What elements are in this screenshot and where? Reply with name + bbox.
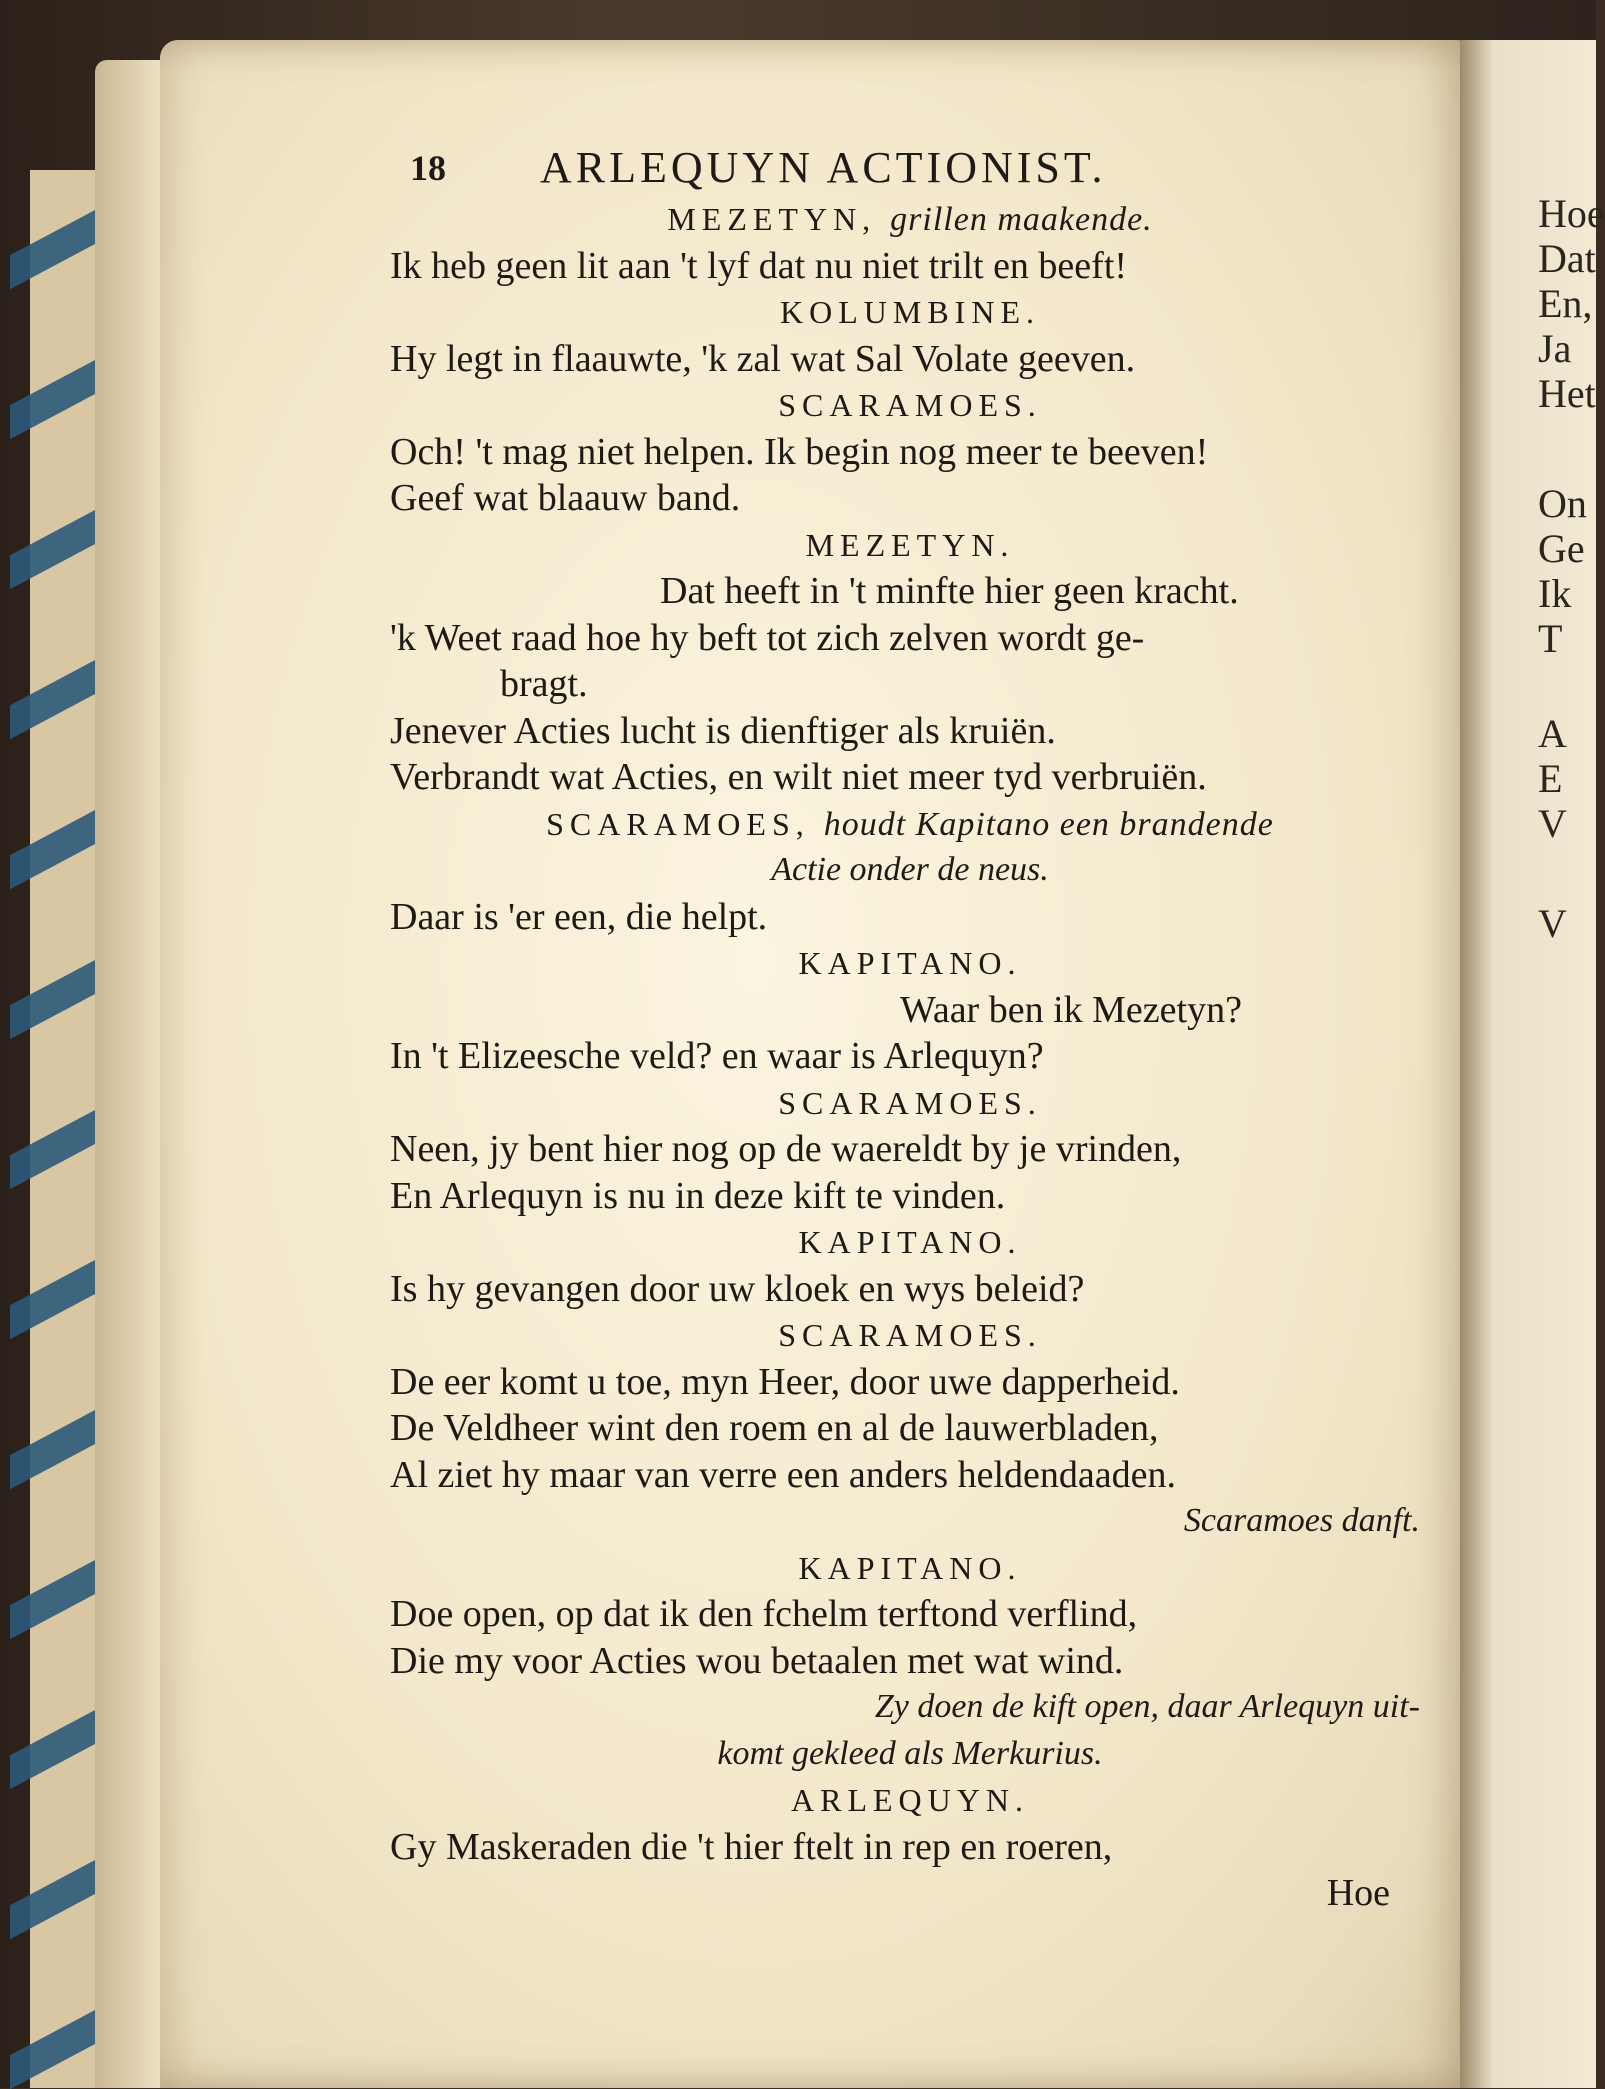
verse-line: Och! 't mag niet helpen. Ik begin nog meer te beeven! [390,430,1209,473]
speaker-name: KAPITANO. [798,1224,1022,1260]
catchword: Hoe [1326,1872,1390,1914]
verse-line: In 't Elizeesche veld? en waar is Arlequyn? [390,1035,1044,1077]
facing-page-fragment: V [1538,801,1567,846]
facing-page-fragment: Ik [1538,571,1572,616]
page-number: 18 [410,148,446,188]
stage-direction: komt gekleed als Merkurius. [717,1734,1103,1772]
text-lines [390,196,1430,1917]
facing-page-fragment: Dat [1538,236,1596,281]
verse-line: Dat heeft in 't minfte hier geen kracht. [660,570,1239,612]
stage-direction: Actie onder de neus. [771,851,1049,888]
facing-page-fragment: Ja [1538,326,1572,371]
speaker-name: KAPITANO. [798,1549,1022,1586]
speaker-heading [390,1219,1430,1266]
verse-line: De eer komt u toe, myn Heer, door uwe dapperheid. [390,1360,1180,1403]
facing-page-fragment: E [1538,756,1563,801]
verse-line: Waar ben ik Mezetyn? [900,988,1242,1031]
running-head [390,140,1430,196]
verse-line: Jenever Acties lucht is dienftiger als kruiën. [390,709,1056,752]
facing-page [1460,40,1605,2088]
running-title: ARLEQUYN ACTIONIST. [540,143,1107,192]
verse-line: Doe open, op dat ik den fchelm terftond verflind, [390,1593,1138,1635]
facing-page-fragment: Ge [1538,526,1585,571]
speaker-heading [390,801,1430,848]
verse-line: Ik heb geen lit aan 't lyf dat nu niet trilt en beeft! [390,244,1128,287]
page-text [390,140,1430,1917]
speaker-name: SCARAMOES. [778,387,1042,423]
verse-line: Hy legt in flaauwte, 'k zal wat Sal Volate geeven. [390,337,1136,380]
verse-line: Verbrandt wat Acties, en wilt niet meer tyd verbruiën. [390,756,1207,798]
speaker-heading [390,1545,1430,1592]
facing-page-fragment: A [1538,711,1567,756]
verse-line: Al ziet hy maar van verre een anders heldendaaden. [390,1453,1176,1496]
verse-line: 'k Weet raad hoe hy beft tot zich zelven wordt ge- [390,616,1145,659]
stage-direction: grillen maakende. [890,201,1153,238]
speaker-name: SCARAMOES. [778,1317,1042,1353]
facing-page-fragment: Hoe [1538,191,1605,236]
facing-page-fragment: Het [1538,371,1596,416]
verse-line: Daar is 'er een, die helpt. [390,895,768,938]
verse-line: De Veldheer wint den roem en al de lauwerbladen, [390,1407,1159,1449]
speaker-heading [390,1777,1430,1824]
stage-direction: houdt Kapitano een brandende [823,805,1274,843]
facing-page-fragment: On [1538,481,1587,526]
speaker-heading [390,1312,1430,1359]
speaker-heading [390,1080,1430,1127]
speaker-heading [390,940,1430,987]
stage-direction: Zy doen de kift open, daar Arlequyn uit- [874,1688,1420,1725]
speaker-name: KAPITANO. [798,945,1022,981]
verse-line: Is hy gevangen door uw kloek en wys beleid? [390,1267,1085,1310]
facing-page-fragment: T [1538,616,1563,661]
speaker-name: KOLUMBINE. [780,294,1040,330]
verse-line: Geef wat blaauw band. [390,477,741,519]
speaker-name: MEZETYN, [667,201,877,237]
speaker-name: MEZETYN. [805,526,1015,563]
verse-line: Neen, jy bent hier nog op de waereldt by je vrinden, [390,1128,1182,1170]
verse-line: Die my voor Acties wou betaalen met wat wind. [390,1639,1124,1682]
speaker-name: SCARAMOES, [546,805,810,842]
speaker-heading [390,522,1430,569]
speaker-heading [390,289,1430,336]
stage-direction: Scaramoes danft. [1183,1502,1420,1539]
speaker-name: ARLEQUYN. [791,1782,1029,1818]
verse-line: En Arlequyn is nu in deze kift te vinden. [390,1174,1006,1217]
speaker-heading [390,382,1430,429]
speaker-name: SCARAMOES. [778,1084,1042,1121]
speaker-heading [390,196,1430,243]
facing-page-fragment: V [1538,901,1567,946]
facing-page-fragment: En, [1538,281,1593,326]
verse-line: bragt. [500,663,588,705]
verse-line: Gy Maskeraden die 't hier ftelt in rep en roeren, [390,1825,1113,1868]
